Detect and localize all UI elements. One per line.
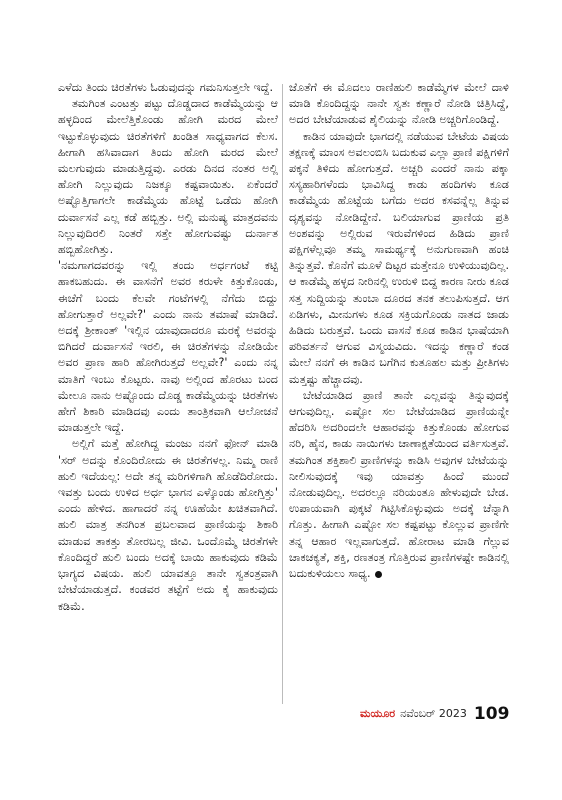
page-number: 109 <box>473 704 510 724</box>
paragraph: ಅಲ್ಲಿಗೆ ಮತ್ತೆ ಹೋಗಿದ್ದ ಮಂಜು ನನಗೆ ಫೋನ್ ಮಾಡಿ 'ಸರ್ ಅದನ್ನು ಕೊಂದಿರೋದು ಈ ಚಿರತೆಗಳಲ್ಲ. ನಿಮ್ಮ ರಾಣಿ ಹುಲಿ ಇದೆಯಲ್ಲ: ಅದೇ ತನ್ನ ಮರಿಗಳಿಗಾಗಿ ಹೊಡೆದಿರೋದು. ಇವತ್ತು ಬಂದು ಉಳಿದ ಅರ್ಧ ಭಾಗನ ಎಳ್ಕೊಂಡು ಹೋಗ್ತಿತ್ತು' ಎಂದು ಹೇಳಿದ. ಹಾಗಾದರೆ ನನ್ನ ಊಹೆಯೇ ಖಚಿತವಾಗಿದೆ. ಹುಲಿ ಮಾತ್ರ ತನಗಿಂತ ಪ್ರಬಲವಾದ ಪ್ರಾಣಿಯನ್ನು ಶಿಕಾರಿ ಮಾಡುವ ತಾಕತ್ತು ತೋರಬಲ್ಲ ಜೀವಿ. ಒಂದೊಮ್ಮೆ ಚಿರತೆಗಳೇ ಕೊಂದಿದ್ದರೆ ಹುಲಿ ಬಂದು ಅದಕ್ಕೆ ಬಾಯಿ ಹಾಕುವುದು ಕಡಿಮೆ ಭಾಗ್ಯದ ವಿಷಯ. ಹುಲಿ ಯಾವತ್ತೂ ತಾನೇ ಸ್ವತಂತ್ರವಾಗಿ ಬೇಟೆಯಾಡುತ್ತದೆ. ಕಂಡವರ ತಟ್ಟೆಗೆ ಅದು ಕೈ ಹಾಕುವುದು ಕಡಿಮೆ. <box>58 437 278 613</box>
paragraph-text: ಬೇಟೆಯಾಡಿದ ಪ್ರಾಣಿ ತಾನೇ ಎಲ್ಲವನ್ನು ತಿನ್ನುವುದಕ್ಕೆ ಆಗುವುದಿಲ್ಲ. ಎಷ್ಟೋ ಸಲ ಬೇಟೆಯಾಡಿದ ಪ್ರಾಣಿಯನ್ನೇ ಹೆದರಿಸಿ ಅದರಿಂದಲೇ ಆಹಾರವನ್ನು ಕಿತ್ತುಕೊಂಡು ಹೋಗುವ ನರಿ, ಹೈನ, ಕಾಡು ನಾಯಿಗಳು ಚಾಣಾಕ್ಷತೆಯಿಂದ ವರ್ತಿಸುತ್ತವೆ. ತಮಗಿಂತ ಶಕ್ತಿಶಾಲಿ ಪ್ರಾಣಿಗಳನ್ನು ಕಾಡಿಸಿ ಅವುಗಳ ಬೇಟೆಯನ್ನು ನೀಲಿಸುವುದಕ್ಕೆ ಇವು ಯಾವತ್ತು ಹಿಂದೆ ಮುಂದೆ ನೋಡುವುದಿಲ್ಲ. ಅದರಲ್ಲೂ ನರಿಯಂತೂ ಹೇಳುವುದೇ ಬೇಡ. ಉಪಾಯವಾಗಿ ಪುಕ್ಕಟೆ ಗಿಟ್ಟಿಸಿಕೊಳ್ಳುವುದು ಅದಕ್ಕೆ ಚೆನ್ನಾಗಿ ಗೊತ್ತು. ಹೀಗಾಗಿ ಎಷ್ಟೋ ಸಲ ಕಷ್ಟಪಟ್ಟು ಕೊಲ್ಲುವ ಪ್ರಾಣಿಗೇ ತನ್ನ ಆಹಾರ ಇಲ್ಲವಾಗುತ್ತದೆ. ಹೋರಾಟ ಮಾಡಿ ಗೆಲ್ಲುವ ಚಾಕಚಕ್ಯತೆ, ಶಕ್ತಿ, ರಣತಂತ್ರ ಗೊತ್ತಿರುವ ಪ್ರಾಣಿಗಳಷ್ಟೇ ಕಾಡಿನಲ್ಲಿ ಬದುಕುಳಿಯಲು ಸಾಧ್ಯ. <box>289 388 509 581</box>
article-column-right <box>289 80 509 582</box>
article-column-left <box>58 80 278 615</box>
end-of-article-icon <box>375 571 382 578</box>
paragraph-last <box>289 388 509 582</box>
paragraph: ಎಳೆದು ತಿಂದು ಚಿರತೆಗಳು ಓಡುವುದನ್ನು ಗಮನಿಸುತ್ತಲೇ ಇದ್ದೆ. <box>58 81 274 94</box>
page-footer <box>360 702 510 726</box>
issue-date: ನವೆಂಬರ್ 2023 <box>400 707 467 720</box>
magazine-logo: ಮಯೂರ <box>360 707 396 720</box>
column-divider <box>282 84 283 704</box>
paragraph: 'ನಮಗಾಗದವರನ್ನು ಇಲ್ಲಿ ತಂದು ಅರ್ಧಗಂಟೆ ಕಟ್ಟಿ ಹಾಕಬಹುದು. ಈ ವಾಸನೆಗೆ ಅವರ ಕರುಳೇ ಕಿತ್ತುಕೊಂಡು, ಈಚೆಗೆ ಬಂದು ಕೆಲವೇ ಗಂಟೆಗಳಲ್ಲಿ ನೆಗೆದು ಬಿದ್ದು ಹೋಗುತ್ತಾರೆ ಅಲ್ಲವೇ?' ಎಂದು ನಾನು ತಮಾಷೆ ಮಾಡಿದೆ. ಅದಕ್ಕೆ ಶ್ರೀಕಾಂತ್ 'ಇಲ್ಲಿನ ಯಾವುದಾದರೂ ಮರಕ್ಕೆ ಅವರನ್ನು ಬಿಗಿದರೆ ದುರ್ವಾಸನೆ ಇರಲಿ, ಈ ಚಿರತೆಗಳನ್ನು ನೋಡಿಯೇ ಅವರ ಪ್ರಾಣ ಹಾರಿ ಹೋಗಿರುತ್ತದೆ ಅಲ್ಲವೇ?' ಎಂದು ನನ್ನ ಮಾತಿಗೆ ಇಂಬು ಕೊಟ್ಟರು. ನಾವು ಅಲ್ಲಿಂದ ಹೊರಟು ಬಂದ ಮೇಲೂ ನಾನು ಅಷ್ಟೊಂದು ದೊಡ್ಡ ಕಾಡೆಮ್ಮೆಯನ್ನು ಚಿರತೆಗಳು ಹೇಗೆ ಶಿಕಾರಿ ಮಾಡಿದವು ಎಂದು ತಾಂತ್ರಿಕವಾಗಿ ಆಲೋಚನೆ ಮಾಡುತ್ತಲೇ ಇದ್ದೆ. <box>58 259 278 435</box>
paragraph: ತಮಗಿಂತ ಎಂಟತ್ತು ಪಟ್ಟು ದೊಡ್ಡದಾದ ಕಾಡೆಮ್ಮೆಯನ್ನು ಆ ಹಳ್ಳದಿಂದ ಮೇಲೆತ್ತಿಕೊಂಡು ಹೋಗಿ ಮರದ ಮೇಲೆ ಇಟ್ಟುಕೊಳ್ಳುವುದು ಚಿರತೆಗಳಿಗೆ ಖಂಡಿತ ಸಾಧ್ಯವಾಗದ ಕೆಲಸ. ಹೀಗಾಗಿ ಹಸಿವಾದಾಗ ತಿಂದು ಹೋಗಿ ಮರದ ಮೇಲೆ ಮಲಗುವುದು ಮಾಡುತ್ತಿದ್ದವು. ಎರಡು ದಿನದ ನಂತರ ಅಲ್ಲಿ ಹೋಗಿ ನಿಲ್ಲುವುದು ನಿಜಕ್ಕೂ ಕಷ್ಟವಾಯಿತು. ಏಕೆಂದರೆ ಅಷ್ಟೊತ್ತಿಗಾಗಲೇ ಕಾಡೆಮ್ಮೆಯ ಹೊಟ್ಟೆ ಒಡೆದು ಹೋಗಿ ದುರ್ವಾಸನೆ ಎಲ್ಲ ಕಡೆ ಹಬ್ಬಿತ್ತು. ಅಲ್ಲಿ ಮನುಷ್ಯ ಮಾತ್ರದವನು ನಿಲ್ಲುವುದಿರಲಿ ನಿಂತರೆ ಸತ್ತೇ ಹೋಗುವಷ್ಟು ದುರ್ನಾತ ಹಬ್ಬಿಹೋಗಿತ್ತು. <box>58 97 278 257</box>
paragraph: ಜೊತೆಗೆ ಈ ಮೊದಲು ರಾಣಿಹುಲಿ ಕಾಡೆಮ್ಮೆಗಳ ಮೇಲೆ ದಾಳಿ ಮಾಡಿ ಕೊಂದಿದ್ದನ್ನು ನಾನೇ ಸ್ವತಃ ಕಣ್ಣಾರೆ ನೋಡಿ ಚಿತ್ರಿಸಿದ್ದೆ, ಅದರ ಬೇಟೆಯಾಡುವ ಶೈಲಿಯನ್ನು ನೋಡಿ ಅಚ್ಚರಿಗೊಂಡಿದ್ದೆ. <box>289 81 509 127</box>
paragraph: ಕಾಡಿನ ಯಾವುದೇ ಭಾಗದಲ್ಲಿ ನಡೆಯುವ ಬೇಟೆಯ ವಿಷಯ ತಕ್ಷಣಕ್ಕೆ ಮಾಂಸ ಅವಲಂಬಿಸಿ ಬದುಕುವ ಎಲ್ಲಾ ಪ್ರಾಣಿ ಪಕ್ಷಿಗಳಿಗೆ ಪಕ್ಕನೆ ತಿಳಿದು ಹೋಗುತ್ತದೆ. ಅಚ್ಚರಿ ಎಂದರೆ ನಾನು ಪಕ್ಕಾ ಸಸ್ಯಹಾರಿಗಳೆಂದು ಭಾವಿಸಿದ್ದ ಕಾಡು ಹಂದಿಗಳು ಕೂಡ ಕಾಡೆಮ್ಮೆಯ ಹೊಟ್ಟೆಯ ಬಗೆದು ಅದರ ಕಸವನ್ನೆಲ್ಲ ತಿನ್ನುವ ದೃಶ್ಯವನ್ನು ನೋಡಿದ್ದೇನೆ. ಬಲಿಯಾಗುವ ಪ್ರಾಣಿಯ ಪ್ರತಿ ಅಂಶವನ್ನು ಅಲ್ಲಿರುವ ಇರುವೆಗಳಿಂದ ಹಿಡಿದು ಪ್ರಾಣಿ ಪಕ್ಷಿಗಳೆಲ್ಲವೂ ತಮ್ಮ ಸಾಮರ್ಥ್ಯಕ್ಕೆ ಅನುಗುಣವಾಗಿ ಹಂಚಿ ತಿನ್ನುತ್ತವೆ. ಕೊನೆಗೆ ಮೂಳೆ ದಿಟ್ಟರ ಮತ್ತೇನೂ ಉಳಿಯುವುದಿಲ್ಲ. ಆ ಕಾಡೆಮ್ಮೆ ಹಳ್ಳದ ನೀರಿನಲ್ಲಿ ಉರುಳಿ ಬಿದ್ದ ಕಾರಣ ನೀರು ಕೂಡ ಸತ್ತ ಸುದ್ದಿಯನ್ನು ತುಂಬಾ ದೂರದ ತನಕ ತಲುಪಿಸುತ್ತದೆ. ಆಗ ಏಡಿಗಳು, ಮೀನುಗಳು ಕೂಡ ಸಕ್ರಿಯಗೊಂಡು ನಾತದ ಜಾಡು ಹಿಡಿದು ಬರುತ್ತವೆ. ಒಂದು ವಾಸನೆ ಕೂಡ ಕಾಡಿನ ಭಾಷೆಯಾಗಿ ಪರಿವರ್ತನೆ ಆಗುವ ವಿಸ್ಮಯವಿದು. ಇದನ್ನು ಕಣ್ಣಾರೆ ಕಂಡ ಮೇಲೆ ನನಗೆ ಈ ಕಾಡಿನ ಬಗೆಗಿನ ಕುತೂಹಲ ಮತ್ತು ಪ್ರೀತಿಗಳು ಮತ್ತಷ್ಟು ಹೆಚ್ಚಾದವು. <box>289 129 509 386</box>
